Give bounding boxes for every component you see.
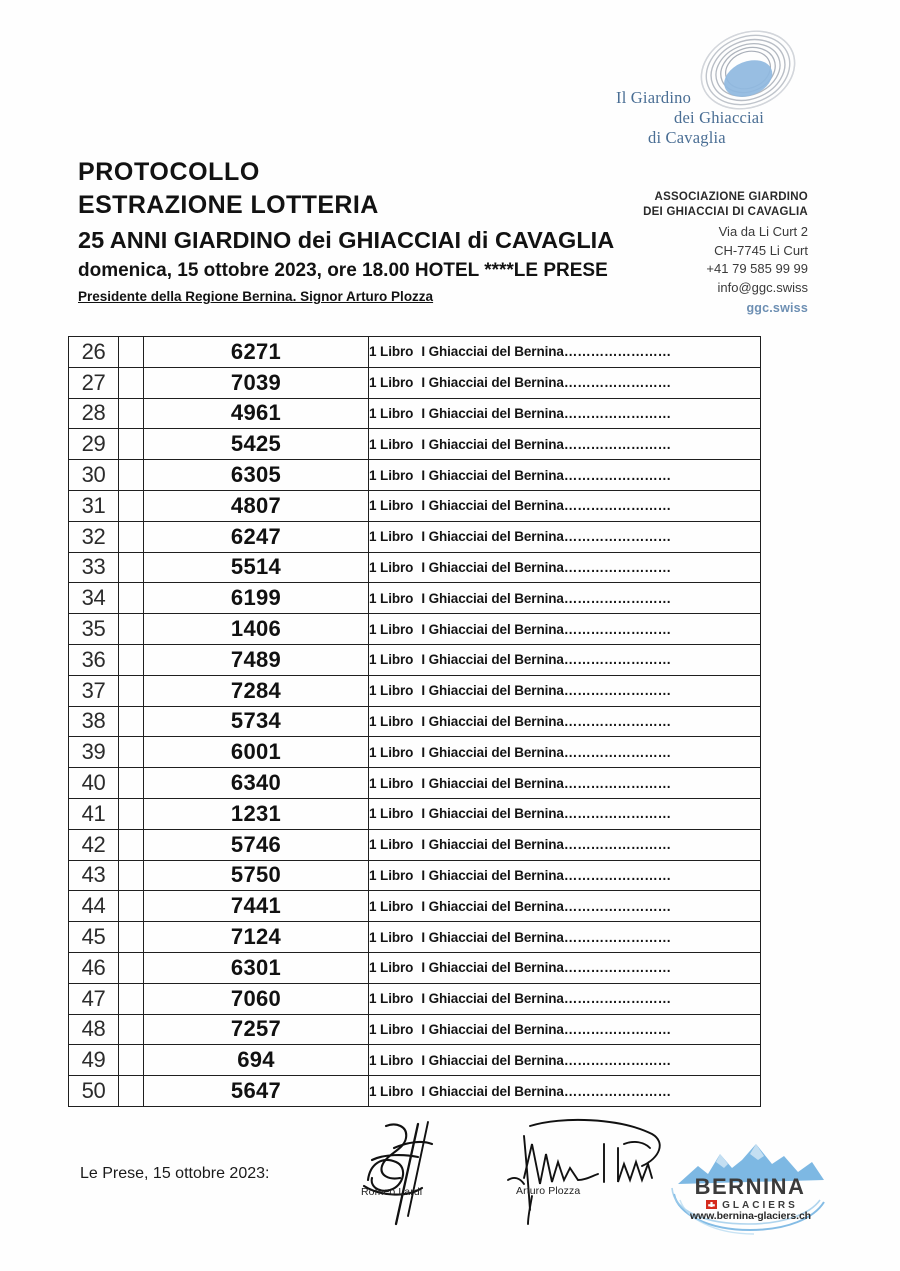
table-row: [69, 644, 761, 675]
prize-quantity: 1 Libro: [369, 898, 414, 914]
row-blank-cell: [119, 1014, 144, 1045]
prize-quantity: 1 Libro: [369, 621, 414, 637]
ticket-number-cell: 6340: [144, 768, 369, 799]
lottery-results-table: [68, 336, 761, 1107]
brand-line-3: di Cavaglia: [648, 128, 726, 148]
association-street: Via da Li Curt 2: [718, 224, 808, 240]
prize-cell: [369, 337, 761, 368]
prize-cell: [369, 583, 761, 614]
ticket-number-cell: 7257: [144, 1014, 369, 1045]
ticket-number-cell: 7284: [144, 675, 369, 706]
row-index-cell: 38: [69, 706, 119, 737]
prize-cell: [369, 429, 761, 460]
event-datetime: domenica, 15 ottobre 2023, ore 18.00 HOTEL ****LE PRESE: [78, 260, 608, 282]
prize-description: I Ghiacciai del Bernina……………………: [421, 744, 672, 760]
prize-quantity: 1 Libro: [369, 960, 414, 976]
row-index-cell: 34: [69, 583, 119, 614]
prize-description: I Ghiacciai del Bernina……………………: [421, 652, 672, 668]
prize-quantity: 1 Libro: [369, 375, 414, 391]
prize-quantity: 1 Libro: [369, 929, 414, 945]
place-and-date: Le Prese, 15 ottobre 2023:: [80, 1165, 270, 1182]
row-index-cell: 43: [69, 860, 119, 891]
prize-description: I Ghiacciai del Bernina……………………: [421, 344, 672, 360]
prize-description: I Ghiacciai del Bernina……………………: [421, 1052, 672, 1068]
row-index-cell: 47: [69, 983, 119, 1014]
prize-quantity: 1 Libro: [369, 559, 414, 575]
row-index-cell: 31: [69, 490, 119, 521]
prize-description: I Ghiacciai del Bernina……………………: [421, 775, 672, 791]
table-row: [69, 922, 761, 953]
row-index-cell: 48: [69, 1014, 119, 1045]
prize-quantity: 1 Libro: [369, 590, 414, 606]
prize-cell: [369, 891, 761, 922]
row-blank-cell: [119, 1076, 144, 1107]
row-blank-cell: [119, 583, 144, 614]
prize-description: I Ghiacciai del Bernina……………………: [421, 898, 672, 914]
row-index-cell: 28: [69, 398, 119, 429]
table-row: [69, 1014, 761, 1045]
table-row: [69, 768, 761, 799]
prize-description: I Ghiacciai del Bernina……………………: [421, 713, 672, 729]
association-block: [593, 190, 808, 315]
row-index-cell: 35: [69, 614, 119, 645]
prize-quantity: 1 Libro: [369, 436, 414, 452]
table-row: [69, 1076, 761, 1107]
row-blank-cell: [119, 460, 144, 491]
row-blank-cell: [119, 829, 144, 860]
bernina-wordmark: BERNINA: [694, 1174, 806, 1199]
prize-description: I Ghiacciai del Bernina……………………: [421, 960, 672, 976]
prize-quantity: 1 Libro: [369, 1021, 414, 1037]
prize-cell: [369, 922, 761, 953]
prize-description: I Ghiacciai del Bernina……………………: [421, 467, 672, 483]
row-blank-cell: [119, 891, 144, 922]
row-index-cell: 40: [69, 768, 119, 799]
prize-cell: [369, 860, 761, 891]
row-blank-cell: [119, 367, 144, 398]
row-blank-cell: [119, 644, 144, 675]
prize-cell: [369, 829, 761, 860]
table-row: [69, 429, 761, 460]
brand-line-2: dei Ghiacciai: [674, 108, 765, 128]
row-index-cell: 39: [69, 737, 119, 768]
association-email: info@ggc.swiss: [717, 279, 808, 295]
row-index-cell: 49: [69, 1045, 119, 1076]
prize-quantity: 1 Libro: [369, 529, 414, 545]
ticket-number-cell: 1231: [144, 798, 369, 829]
prize-quantity: 1 Libro: [369, 467, 414, 483]
prize-description: I Ghiacciai del Bernina……………………: [421, 498, 672, 514]
prize-description: I Ghiacciai del Bernina……………………: [421, 621, 672, 637]
row-blank-cell: [119, 490, 144, 521]
president-line: Presidente della Regione Bernina. Signor Arturo Plozza: [78, 289, 434, 305]
row-index-cell: 36: [69, 644, 119, 675]
prize-description: I Ghiacciai del Bernina……………………: [421, 436, 672, 452]
row-index-cell: 33: [69, 552, 119, 583]
table-row: [69, 737, 761, 768]
page-subtitle: ESTRAZIONE LOTTERIA: [78, 191, 379, 219]
glaciers-wordmark: GLACIERS: [722, 1200, 798, 1211]
prize-description: I Ghiacciai del Bernina……………………: [421, 929, 672, 945]
ticket-number-cell: 5746: [144, 829, 369, 860]
ticket-number-cell: 694: [144, 1045, 369, 1076]
prize-quantity: 1 Libro: [369, 775, 414, 791]
prize-description: I Ghiacciai del Bernina……………………: [421, 375, 672, 391]
ticket-number-cell: 6199: [144, 583, 369, 614]
prize-cell: [369, 798, 761, 829]
prize-description: I Ghiacciai del Bernina……………………: [421, 1083, 672, 1099]
prize-quantity: 1 Libro: [369, 867, 414, 883]
prize-cell: [369, 614, 761, 645]
ticket-number-cell: 5425: [144, 429, 369, 460]
table-row: [69, 552, 761, 583]
bernina-url[interactable]: www.bernina-glaciers.ch: [689, 1210, 811, 1222]
prize-quantity: 1 Libro: [369, 713, 414, 729]
row-blank-cell: [119, 337, 144, 368]
row-blank-cell: [119, 675, 144, 706]
row-index-cell: 44: [69, 891, 119, 922]
prize-description: I Ghiacciai del Bernina……………………: [421, 867, 672, 883]
prize-description: I Ghiacciai del Bernina……………………: [421, 590, 672, 606]
row-blank-cell: [119, 983, 144, 1014]
ticket-number-cell: 1406: [144, 614, 369, 645]
row-index-cell: 42: [69, 829, 119, 860]
signature-romeo-lardi: [352, 1120, 472, 1230]
row-index-cell: 45: [69, 922, 119, 953]
row-index-cell: 32: [69, 521, 119, 552]
prize-quantity: 1 Libro: [369, 683, 414, 699]
ticket-number-cell: 4961: [144, 398, 369, 429]
row-blank-cell: [119, 398, 144, 429]
row-blank-cell: [119, 552, 144, 583]
prize-cell: [369, 1014, 761, 1045]
table-row: [69, 983, 761, 1014]
row-blank-cell: [119, 521, 144, 552]
prize-cell: [369, 552, 761, 583]
signature-label-2: Arturo Plozza: [516, 1185, 581, 1197]
row-index-cell: 41: [69, 798, 119, 829]
prize-quantity: 1 Libro: [369, 652, 414, 668]
table-row: [69, 583, 761, 614]
row-index-cell: 50: [69, 1076, 119, 1107]
prize-quantity: 1 Libro: [369, 498, 414, 514]
table-row: [69, 860, 761, 891]
prize-quantity: 1 Libro: [369, 806, 414, 822]
ticket-number-cell: 6001: [144, 737, 369, 768]
ticket-number-cell: 7489: [144, 644, 369, 675]
brand-wordmark: [608, 88, 808, 148]
prize-cell: [369, 768, 761, 799]
prize-description: I Ghiacciai del Bernina……………………: [421, 806, 672, 822]
prize-description: I Ghiacciai del Bernina……………………: [421, 1021, 672, 1037]
row-blank-cell: [119, 706, 144, 737]
prize-cell: [369, 952, 761, 983]
row-blank-cell: [119, 1045, 144, 1076]
association-name-line-2: DEI GHIACCIAI DI CAVAGLIA: [643, 206, 808, 219]
ticket-number-cell: 5647: [144, 1076, 369, 1107]
ticket-number-cell: 7124: [144, 922, 369, 953]
prize-description: I Ghiacciai del Bernina……………………: [421, 559, 672, 575]
row-index-cell: 30: [69, 460, 119, 491]
table-row: [69, 952, 761, 983]
prize-quantity: 1 Libro: [369, 837, 414, 853]
table-row: [69, 798, 761, 829]
prize-cell: [369, 521, 761, 552]
prize-description: I Ghiacciai del Bernina……………………: [421, 683, 672, 699]
prize-quantity: 1 Libro: [369, 405, 414, 421]
row-index-cell: 26: [69, 337, 119, 368]
table-row: [69, 337, 761, 368]
row-blank-cell: [119, 860, 144, 891]
prize-quantity: 1 Libro: [369, 744, 414, 760]
ticket-number-cell: 6301: [144, 952, 369, 983]
ticket-number-cell: 5514: [144, 552, 369, 583]
ticket-number-cell: 7441: [144, 891, 369, 922]
prize-description: I Ghiacciai del Bernina……………………: [421, 991, 672, 1007]
table-row: [69, 675, 761, 706]
prize-quantity: 1 Libro: [369, 1052, 414, 1068]
table-row: [69, 614, 761, 645]
row-blank-cell: [119, 614, 144, 645]
ticket-number-cell: 7060: [144, 983, 369, 1014]
prize-quantity: 1 Libro: [369, 991, 414, 1007]
ticket-number-cell: 6305: [144, 460, 369, 491]
table-row: [69, 490, 761, 521]
table-row: [69, 398, 761, 429]
prize-cell: [369, 490, 761, 521]
table-row: [69, 521, 761, 552]
table-row: [69, 367, 761, 398]
row-blank-cell: [119, 798, 144, 829]
page-title: PROTOCOLLO: [78, 158, 260, 186]
prize-cell: [369, 1045, 761, 1076]
association-phone: +41 79 585 99 99: [706, 261, 808, 277]
table-row: [69, 706, 761, 737]
prize-cell: [369, 675, 761, 706]
prize-description: I Ghiacciai del Bernina……………………: [421, 837, 672, 853]
prize-description: I Ghiacciai del Bernina……………………: [421, 529, 672, 545]
table-row: [69, 460, 761, 491]
prize-cell: [369, 398, 761, 429]
prize-description: I Ghiacciai del Bernina……………………: [421, 405, 672, 421]
prize-cell: [369, 644, 761, 675]
ticket-number-cell: 6247: [144, 521, 369, 552]
prize-cell: [369, 983, 761, 1014]
prize-cell: [369, 706, 761, 737]
row-blank-cell: [119, 922, 144, 953]
row-blank-cell: [119, 429, 144, 460]
row-index-cell: 46: [69, 952, 119, 983]
row-index-cell: 37: [69, 675, 119, 706]
row-blank-cell: [119, 768, 144, 799]
row-blank-cell: [119, 952, 144, 983]
ticket-number-cell: 7039: [144, 367, 369, 398]
prize-cell: [369, 1076, 761, 1107]
prize-quantity: 1 Libro: [369, 1083, 414, 1099]
prize-quantity: 1 Libro: [369, 344, 414, 360]
table-row: [69, 829, 761, 860]
row-blank-cell: [119, 737, 144, 768]
prize-cell: [369, 367, 761, 398]
row-index-cell: 29: [69, 429, 119, 460]
table-row: [69, 1045, 761, 1076]
event-title: 25 ANNI GIARDINO dei GHIACCIAI di CAVAGLIA: [78, 226, 615, 253]
association-name-line-1: ASSOCIAZIONE GIARDINO: [654, 191, 808, 203]
signature-arturo-plozza: [500, 1118, 680, 1228]
row-index-cell: 27: [69, 367, 119, 398]
prize-cell: [369, 737, 761, 768]
association-city: CH-7745 Li Curt: [714, 242, 808, 258]
prize-cell: [369, 460, 761, 491]
ticket-number-cell: 5750: [144, 860, 369, 891]
table-row: [69, 891, 761, 922]
bernina-glaciers-logo: [668, 1138, 833, 1238]
association-website[interactable]: ggc.swiss: [746, 301, 808, 316]
ticket-number-cell: 5734: [144, 706, 369, 737]
ticket-number-cell: 6271: [144, 337, 369, 368]
signature-label-1: Romeo Lardi: [361, 1186, 423, 1198]
brand-line-1: Il Giardino: [616, 88, 692, 107]
ticket-number-cell: 4807: [144, 490, 369, 521]
